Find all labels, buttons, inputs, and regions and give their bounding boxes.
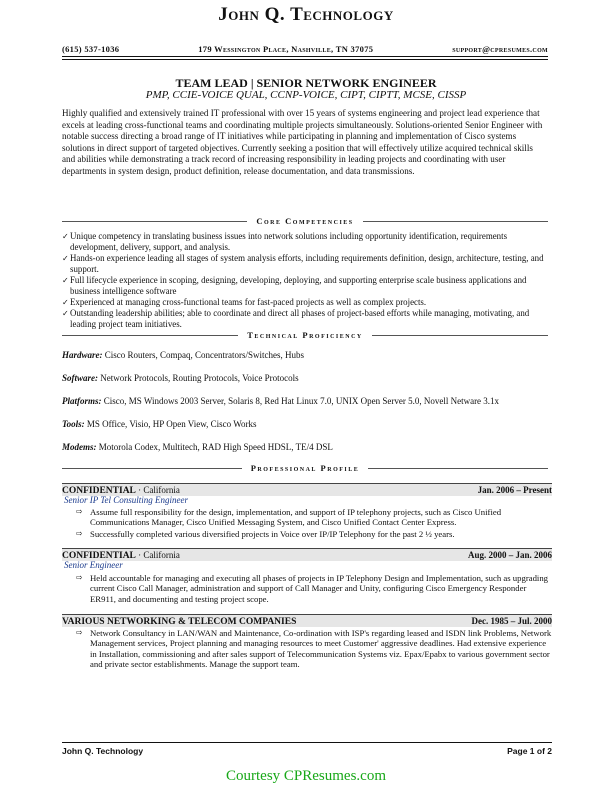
tech-label: Hardware: [62, 350, 103, 360]
list-item [62, 297, 552, 308]
company-name: CONFIDENTIAL [62, 485, 136, 496]
checkmark-icon: ✓ [62, 232, 69, 241]
courtesy-link[interactable]: Courtesy CPResumes.com [226, 768, 386, 784]
competency-text: Full lifecycle experience in scoping, designing, developing, deploying, and supporting enterprise scale business applications and business intelligence software [70, 275, 527, 296]
section-label: Technical Proficiency [247, 330, 363, 340]
section-label: Professional Profile [250, 463, 360, 473]
checkmark-icon: ✓ [62, 276, 69, 285]
headline: TEAM LEAD | SENIOR NETWORK ENGINEER [175, 76, 437, 90]
tech-row-software [62, 373, 552, 383]
list-item [62, 275, 552, 297]
tech-value: Cisco, MS Windows 2003 Server, Solaris 8, Red Hat Linux 7.0, UNIX Open Server 5.0, Novell Netware 3.1x [103, 396, 500, 406]
section-label: Core Competencies [256, 216, 354, 226]
duty-item: Held accountable for managing and executing all phases of projects in IP Telephony Design and Implementation, such as upgrading current Cisco Call Manager, administration and support of Call Manager and Unity, configuring Cisco Emergency Responder ER911, and documenting and testing project scope. [90, 573, 549, 604]
job-header [62, 614, 552, 627]
page-footer [62, 746, 552, 756]
job-dates: Aug. 2000 – Jan. 2006 [467, 550, 552, 560]
arrow-bullet-icon: ⇨ [76, 628, 83, 637]
tech-row-platforms [62, 396, 552, 406]
checkmark-icon: ✓ [62, 298, 69, 307]
duty-item: Assume full responsibility for the design, implementation, and support of IP telephony projects, such as Cisco Unified Communications Manager, Cisco Unified Messaging System, and Cisco Unified Contact Center Express. [90, 507, 502, 528]
company-name: VARIOUS NETWORKING & TELECOM COMPANIES [62, 616, 297, 627]
section-title-profile [62, 463, 548, 473]
tech-row-hardware [62, 350, 552, 360]
email-address[interactable]: support@cpresumes.com [452, 44, 548, 54]
section-title-technical [62, 330, 548, 340]
job-title: Senior Engineer [64, 560, 123, 570]
tech-label: Tools: [62, 419, 85, 429]
job-location: · California [135, 484, 180, 495]
tech-label: Platforms: [62, 396, 102, 406]
tech-row-tools [62, 419, 552, 429]
competencies-list [62, 231, 552, 330]
competency-text: Hands-on experience leading all stages of system analysis efforts, including requirements definition, design, architecture, testing, and support. [70, 253, 544, 274]
candidate-name: John Q. Technology [218, 4, 394, 25]
footer-name: John Q. Technology [62, 746, 144, 756]
tech-value: Cisco Routers, Compaq, Concentrators/Switches, Hubs [104, 350, 304, 360]
certifications: PMP, CCIE-VOICE QUAL, CCNP-VOICE, CIPT, CIPTT, MCSE, CISSP [145, 89, 467, 101]
tech-value: Network Protocols, Routing Protocols, Voice Protocols [100, 373, 299, 383]
company-name: CONFIDENTIAL [62, 550, 136, 561]
checkmark-icon: ✓ [62, 309, 69, 318]
job-header [62, 548, 552, 561]
tech-value: MS Office, Visio, HP Open View, Cisco Works [86, 419, 257, 429]
contact-line [62, 44, 548, 54]
arrow-bullet-icon: ⇨ [76, 573, 83, 582]
job-dates: Dec. 1985 – Jul. 2000 [471, 616, 552, 626]
competency-text: Outstanding leadership abilities; able to coordinate and direct all phases of project-based efforts while managing, motivating, and leading project team initiatives. [70, 308, 530, 329]
list-item [62, 308, 552, 330]
job-dates: Jan. 2006 – Present [477, 485, 552, 495]
checkmark-icon: ✓ [62, 254, 69, 263]
phone-number: (615) 537-1036 [62, 44, 120, 54]
list-item [62, 253, 552, 275]
employer [62, 616, 296, 627]
employer [62, 485, 180, 496]
duty-item: Network Consultancy in LAN/WAN and Maintenance, Co-ordination with ISP's regarding leased and ISDN link Problems, Network Management services, Project planning and managing resources to meet Customer' aggressive deadlines. Had extensive experience in Installation, commissioning and after sales support of Telecommunication Systems viz. Epax/Epabx to various government sector and private sector establishments. Manage the support team. [90, 628, 552, 670]
arrow-bullet-icon: ⇨ [76, 507, 83, 516]
tech-value: Motorola Codex, Multitech, RAD High Speed HDSL, TE/4 DSL [98, 442, 333, 452]
employer [62, 550, 180, 561]
tech-label: Software: [62, 373, 98, 383]
list-item [62, 231, 552, 253]
job-title: Senior IP Tel Consulting Engineer [64, 495, 189, 505]
footer-divider [62, 742, 552, 743]
competency-text: Experienced at managing cross-functional teams for fast-paced projects as well as complex projects. [70, 297, 427, 307]
page-number: Page 1 of 2 [507, 746, 552, 756]
address: 179 Wessington Place, Nashville, TN 37075 [198, 44, 374, 54]
duty-item: Successfully completed various diversified projects in Voice over IP/IP Telephony for the past 2 ½ years. [90, 529, 455, 539]
header-divider [62, 56, 548, 60]
summary-paragraph: Highly qualified and extensively trained IT professional with over 15 years of systems engineering and project lead experience that excels at leading cross-functional teams and coordinating multiple projects simultaneously. Solutions-oriented Senior Engineer with notable success directing a broad range of IT initiatives while participating in planning and implementation of Cisco systems solutions in direct support of targeted objectives. Currently seeking a position that will effectively utilize acquired technical skills and abilities while demonstrating a track record of increasing responsibility in leading projects and coordinating with user departments in system design, product definition, release documentation, and data transmissions. [62, 108, 543, 176]
competency-text: Unique competency in translating business issues into network solutions including opportunity identification, requirements development, delivery, support, and analysis. [70, 231, 508, 252]
tech-label: Modems: [62, 442, 97, 452]
arrow-bullet-icon: ⇨ [76, 529, 83, 538]
job-location: · California [135, 549, 180, 560]
section-title-competencies [62, 216, 548, 226]
tech-row-modems [62, 442, 552, 452]
